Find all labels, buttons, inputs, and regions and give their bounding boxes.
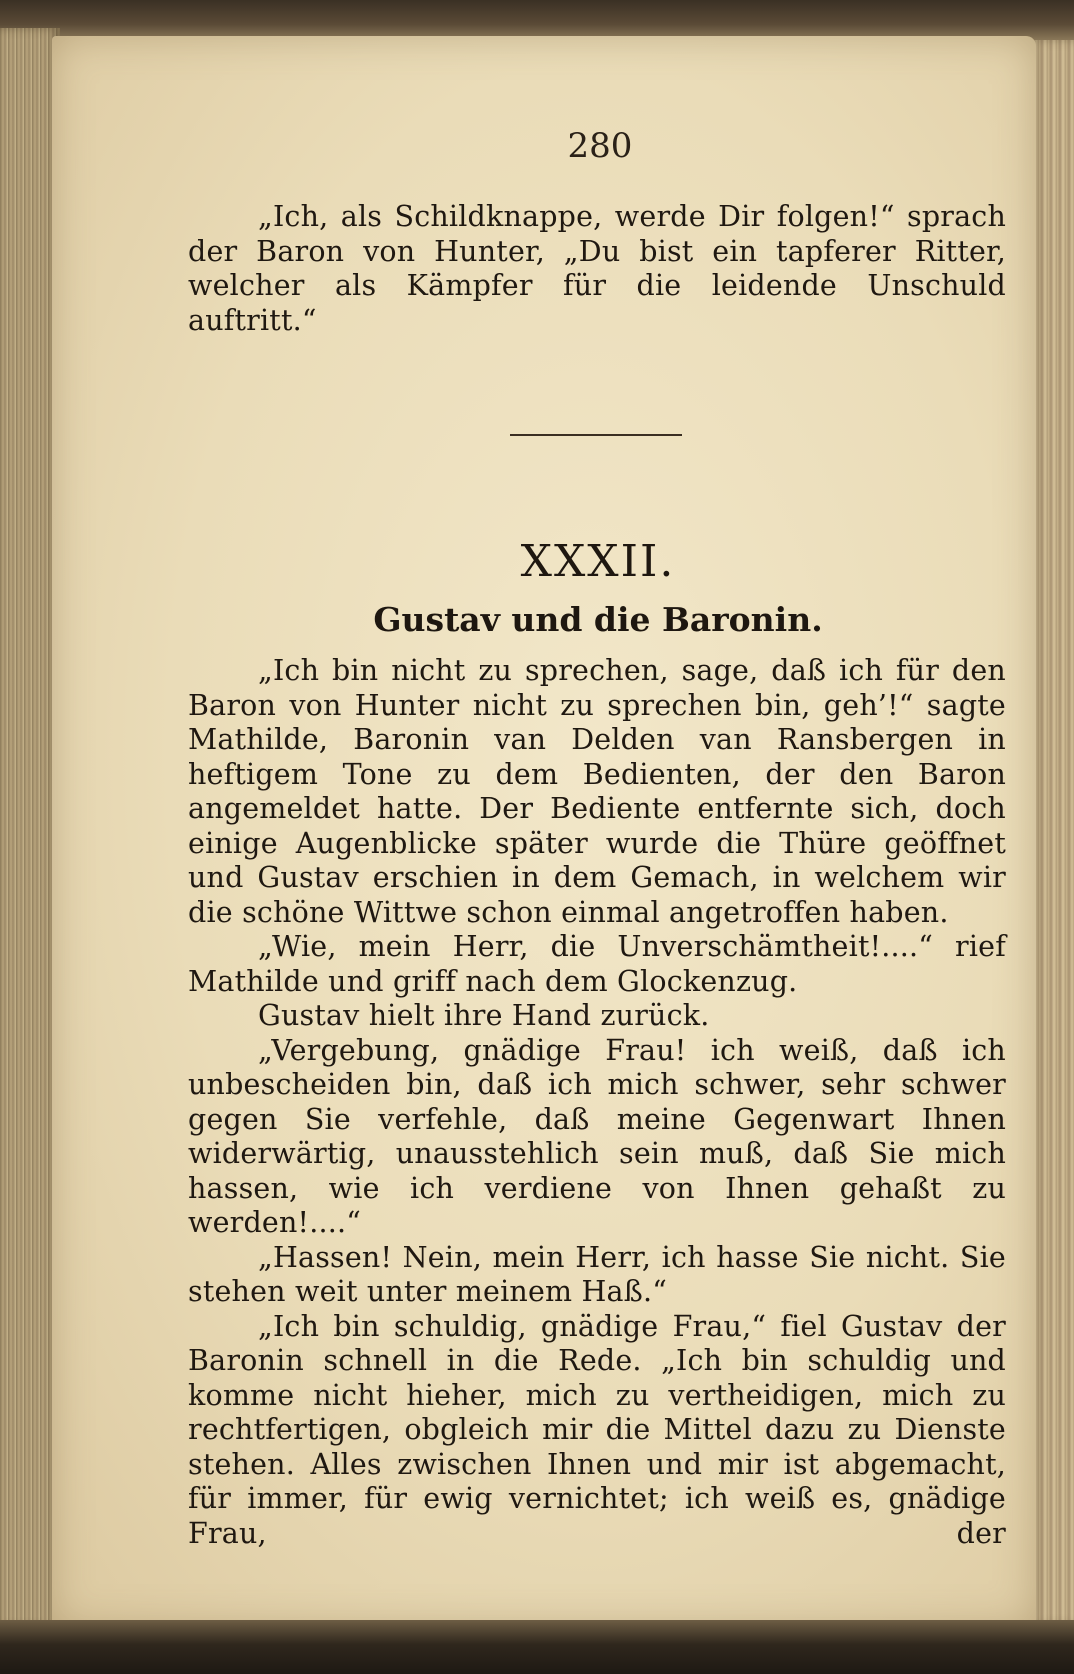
opening-paragraph: „Ich, als Schildknappe, werde Dir folgen!“ sprach der Baron von Hunter, „Du bist ein tapferer Ritter, welcher als Kämpfer für die leidende Unschuld auftritt.“ [188,200,1006,337]
body-paragraph: „Wie, mein Herr, die Unverschämtheit!....“ rief Mathilde und griff nach dem Glockenzug. [188,930,1006,998]
opening-text [188,200,1006,338]
body-paragraph: „Ich bin nicht zu sprechen, sage, daß ich für den Baron von Hunter nicht zu sprechen bin, geh’!“ sagte Mathilde, Baronin van Delden van Ransbergen in heftigem Tone zu dem Bedienten, der den Baron angemeldet hatte. Der Bediente entfernte sich, doch einige Augenblicke später wurde die Thüre geöffnet und Gustav erschien in dem Gemach, in welchem wir die schöne Wittwe schon einmal angetroffen haben. [188,654,1006,929]
section-divider [510,434,682,436]
body-paragraph: „Hassen! Nein, mein Herr, ich hasse Sie nicht. Sie stehen weit unter meinem Haß.“ [188,1240,1006,1308]
chapter-title: Gustav und die Baronin. [373,600,823,639]
chapter-number: XXXII. [520,536,676,587]
page-number: 280 [567,126,633,166]
book-top-edge [0,0,1074,40]
book-bottom-edge [0,1620,1074,1674]
body-paragraph: „Ich bin schuldig, gnädige Frau,“ fiel Gustav der Baronin schnell in die Rede. „Ich bin schuldig und komme nicht hieher, mich zu vertheidigen, mich zu rechtfertigen, obgleich mir die Mittel dazu zu Dienste stehen. Alles zwischen Ihnen und mir ist abgemacht, für immer, für ewig vernichtet; ich weiß es, gnädige Frau, der [188,1309,1006,1550]
body-paragraph: „Vergebung, gnädige Frau! ich weiß, daß ich unbescheiden bin, daß ich mich schwer, sehr schwer gegen Sie verfehle, daß meine Gegenwart Ihnen widerwärtig, unausstehlich sein muß, daß Sie mich hassen, wie ich verdiene von Ihnen gehaßt zu werden!....“ [188,1033,1006,1239]
chapter-body [188,654,1006,1551]
body-paragraph: Gustav hielt ihre Hand zurück. [258,999,710,1032]
left-page-stack [0,28,60,1628]
right-page-stack [1030,40,1074,1625]
